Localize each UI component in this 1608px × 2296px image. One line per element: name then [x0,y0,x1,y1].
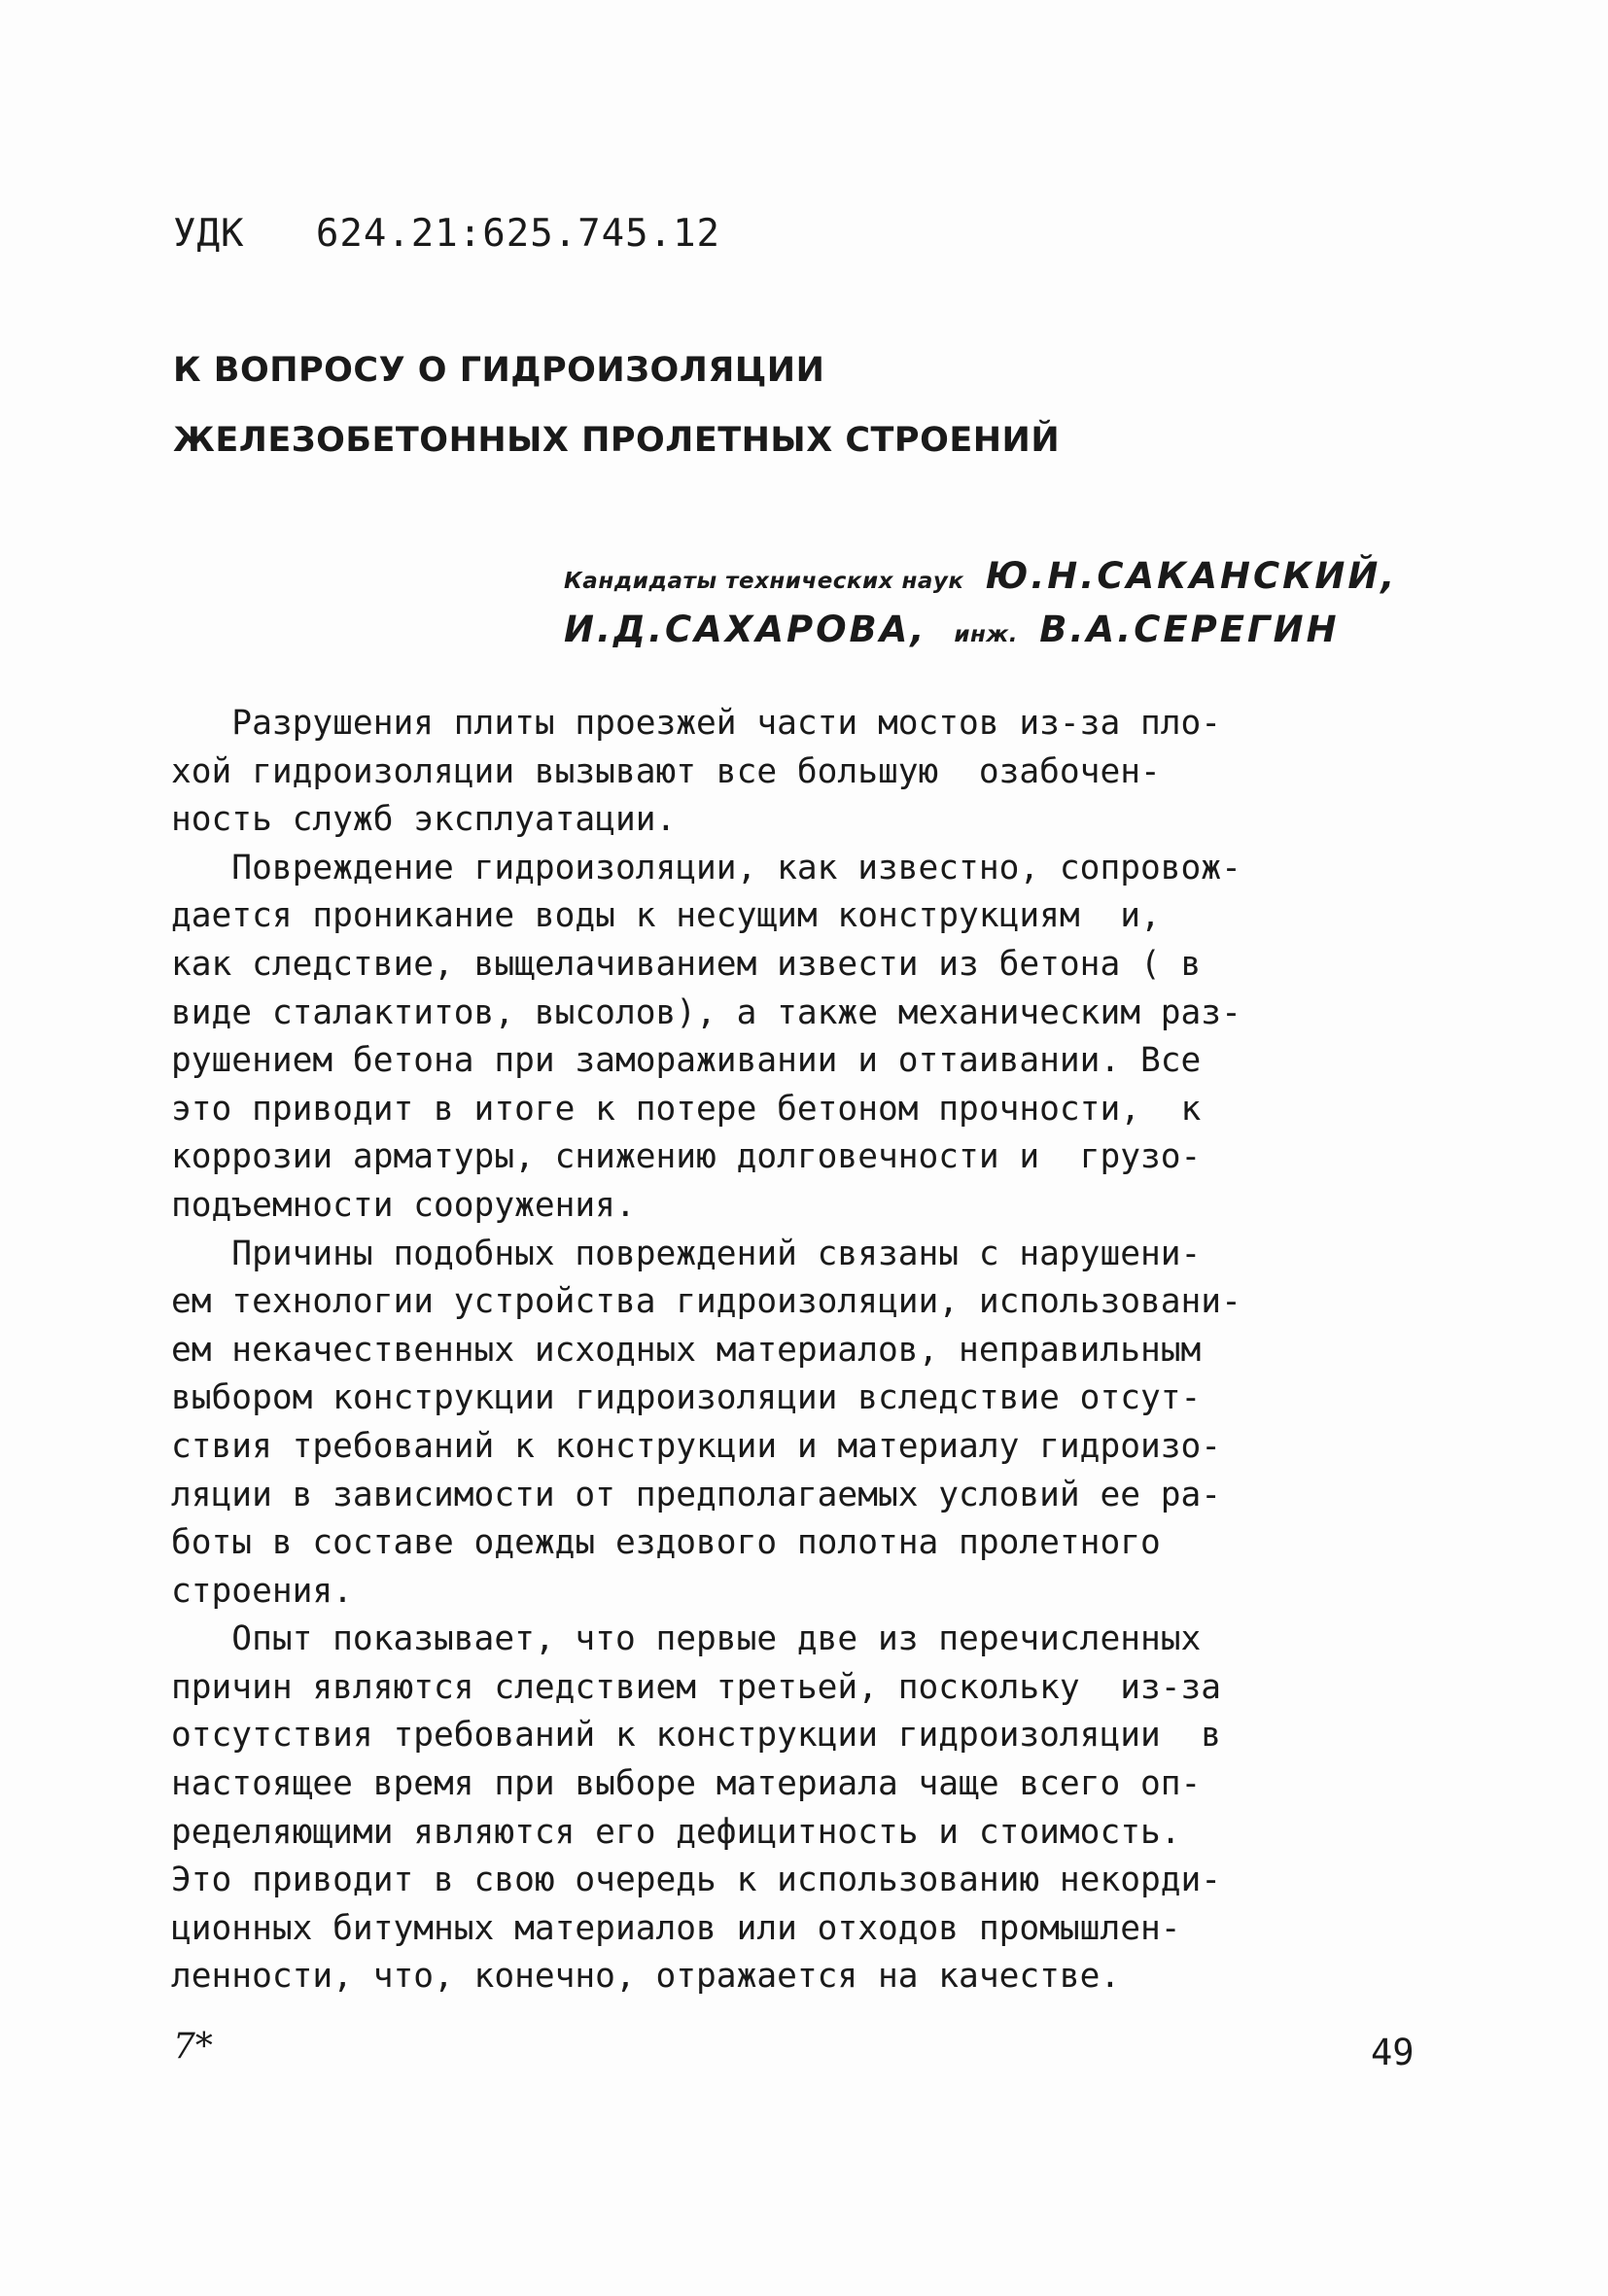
author-name: В.А.СЕРЕГИН [1039,609,1340,650]
body-text-line: Разрушения плиты проезжей части мостов из-за пло- [171,704,1222,743]
body-text-line: виде сталактитов, высолов), а также механическим раз- [171,992,1241,1032]
article-title [173,335,1060,475]
authors-line-1 [564,549,1439,603]
body-text-line: коррозии арматуры, снижению долговечности и грузо- [171,1137,1202,1177]
body-text-line: причин являются следствием третьей, поскольку из-за [171,1667,1222,1707]
body-text-line: ляции в зависимости от предполагаемых условий ее ра- [171,1475,1222,1514]
body-text-line: Опыт показывает, что первые две из перечисленных [171,1619,1202,1659]
body-text-line: рушением бетона при замораживании и оттаивании. Все [171,1041,1202,1081]
body-text-line: подъемности сооружения. [171,1185,636,1225]
body-text-line: Причины подобных повреждений связаны с нарушени- [171,1234,1202,1273]
author-name: Ю.Н.САКАНСКИЙ, [985,555,1398,597]
authors-line-2 [564,603,1439,656]
page-number: 49 [1371,2032,1415,2073]
body-text-line: ределяющими являются его дефицитность и стоимость. [171,1812,1181,1852]
body-text-line: как следствие, выщелачиванием извести из бетона ( в [171,944,1202,984]
author-degree: Кандидаты технических наук [564,569,964,594]
body-text-line: боты в составе одежды ездового полотна пролетного [171,1523,1161,1563]
body-text-line: Это приводит в свою очередь к использованию некорди- [171,1861,1222,1900]
body-text-line: ствия требований к конструкции и материалу гидроизо- [171,1426,1222,1466]
authors-block [564,549,1439,656]
body-text-line: дается проникание воды к несущим конструкциям и, [171,896,1161,936]
signature-mark: 7* [173,2027,213,2067]
body-text-line: ем некачественных исходных материалов, неправильным [171,1330,1202,1370]
body-text-line: ленности, что, конечно, отражается на качестве. [171,1957,1121,1997]
body-text-line: ем технологии устройства гидроизоляции, использовани- [171,1282,1241,1322]
body-text-line: хой гидроизоляции вызывают все большую озабочен- [171,751,1161,791]
article-body [171,700,1435,2001]
body-text-line: ность служб эксплуатации. [171,800,677,840]
title-line: ЖЕЛЕЗОБЕТОННЫХ ПРОЛЕТНЫХ СТРОЕНИЙ [173,421,1061,460]
body-text-line: Повреждение гидроизоляции, как известно, сопровож- [171,848,1241,887]
engineer-title: инж. [954,622,1018,647]
body-text-line: это приводит в итоге к потере бетоном прочности, к [171,1089,1202,1129]
body-text-line: настоящее время при выборе материала чаще всего оп- [171,1764,1202,1804]
body-text-line: строения. [171,1571,353,1611]
udk-code: УДК 624.21:625.745.12 [173,212,721,256]
title-line: К ВОПРОСУ О ГИДРОИЗОЛЯЦИИ [173,351,825,390]
body-text-line: ционных битумных материалов или отходов промышлен- [171,1908,1181,1948]
author-name: И.Д.САХАРОВА, [564,609,927,650]
body-text-line: выбором конструкции гидроизоляции вследствие отсут- [171,1378,1202,1418]
body-text-line: отсутствия требований к конструкции гидроизоляции в [171,1716,1222,1756]
